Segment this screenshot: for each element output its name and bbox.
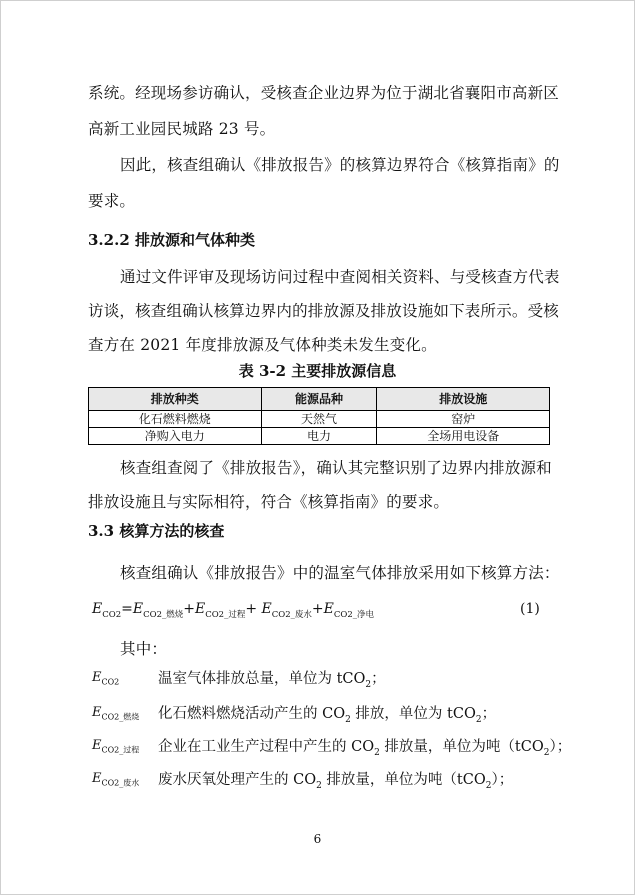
paragraph-line: 系统。经现场参访确认，受核查企业边界为位于湖北省襄阳市高新区 — [88, 84, 560, 102]
definition-symbol: $E_{CO2\_废水}$ — [92, 771, 140, 788]
paragraph-line: 通过文件评审及现场访问过程中查阅相关资料、与受核查方代表 — [120, 268, 560, 286]
page-number: 6 — [313, 832, 322, 846]
section-heading-3-2-2: 3.2.2 排放源和气体种类 — [88, 231, 255, 249]
paragraph-line: 其中： — [120, 640, 168, 658]
paragraph-line: 查方在 2021 年度排放源及气体种类未发生变化。 — [88, 336, 437, 354]
definition-text: 温室气体排放总量，单位为 tCO$_2$； — [158, 671, 386, 690]
table-cell: 全场用电设备 — [377, 428, 550, 445]
equation-number: (1) — [520, 601, 540, 617]
table-caption: 表 3-2 主要排放源信息 — [238, 362, 397, 380]
table-cell: 化石燃料燃烧 — [89, 411, 262, 428]
definition-text: 企业在工业生产过程中产生的 $CO_2$ 排放量，单位为吨（tCO$_2$）； — [158, 739, 572, 758]
table-cell: 天然气 — [261, 411, 377, 428]
table-header-cell: 排放设施 — [377, 388, 550, 411]
table-header-row — [89, 388, 550, 411]
definition-symbol: $E_{CO2}$ — [92, 670, 120, 687]
definition-symbol: $E_{CO2\_过程}$ — [92, 738, 140, 755]
emission-source-table — [88, 387, 550, 445]
paragraph-line: 高新工业园民城路 23 号。 — [88, 120, 276, 138]
paragraph-line: 因此，核查组确认《排放报告》的核算边界符合《核算指南》的 — [120, 156, 560, 174]
table-header-cell: 能源品种 — [261, 388, 377, 411]
table-row — [89, 411, 550, 428]
definition-text: 化石燃料燃烧活动产生的 $CO_2$ 排放，单位为 tCO$_2$； — [158, 706, 497, 725]
paragraph-line: 访谈，核查组确认核算边界内的排放源及排放设施如下表所示。受核 — [88, 302, 560, 320]
table-cell: 电力 — [261, 428, 377, 445]
paragraph-line: 核查组查阅了《排放报告》，确认其完整识别了边界内排放源和 — [120, 459, 552, 477]
paragraph-line: 排放设施且与实际相符，符合《核算指南》的要求。 — [88, 493, 450, 511]
table-header-cell: 排放种类 — [89, 388, 262, 411]
definition-text: 废水厌氧处理产生的 $CO_2$ 排放量，单位为吨（tCO$_2$）； — [158, 772, 514, 791]
table-row — [89, 428, 550, 445]
paragraph-line: 要求。 — [88, 192, 136, 210]
table-cell: 窑炉 — [377, 411, 550, 428]
equation: $E_{CO2}=E_{CO2\_燃烧}+E_{CO2\_过程}+ E_{CO2\_废水}+E_{CO2\_净电}$ — [92, 601, 375, 620]
paragraph-line: 核查组确认《排放报告》中的温室气体排放采用如下核算方法： — [120, 564, 560, 582]
table-cell: 净购入电力 — [89, 428, 262, 445]
definition-symbol: $E_{CO2\_燃烧}$ — [92, 705, 140, 722]
section-heading-3-3: 3.3 核算方法的核查 — [88, 522, 225, 540]
